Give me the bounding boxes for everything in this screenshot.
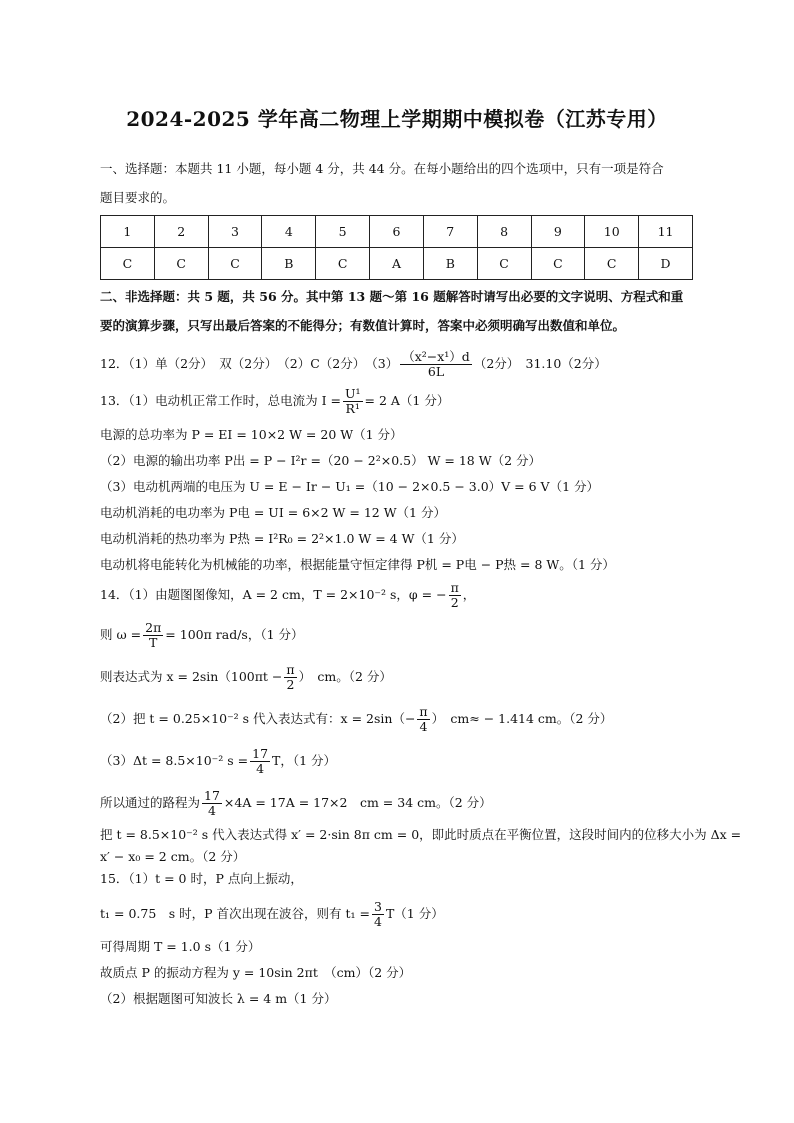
fraction-numerator: U¹ bbox=[344, 386, 361, 401]
q13-line5: 电动机消耗的电功率为 P电 = UI = 6×2 W = 12 W（1 分） bbox=[100, 505, 446, 520]
phase-fraction bbox=[449, 581, 461, 610]
q14-line4 bbox=[100, 702, 612, 736]
current-fraction bbox=[343, 387, 363, 416]
fraction-numerator: π bbox=[286, 662, 295, 677]
section2-line2: 要的演算步骤，只写出最后答案的不能得分；有数值计算时，答案中必须明确写出数值和单位。 bbox=[100, 318, 626, 333]
fraction-numerator: π bbox=[450, 580, 459, 595]
q15-line5: （2）根据题图可知波长 λ = 4 m（1 分） bbox=[100, 991, 337, 1006]
question-number-cell: 1 bbox=[101, 216, 155, 248]
q14-l1-post: ， bbox=[462, 587, 476, 602]
q14-line2 bbox=[100, 618, 304, 652]
q15-line3: 可得周期 T = 1.0 s（1 分） bbox=[100, 939, 261, 954]
q12-line bbox=[100, 347, 607, 381]
answer-cell: B bbox=[262, 248, 316, 280]
answer-cell: C bbox=[531, 248, 585, 280]
fraction-numerator: 17 bbox=[252, 746, 269, 761]
fraction-denominator: 4 bbox=[419, 719, 428, 734]
question-number-cell: 9 bbox=[531, 216, 585, 248]
answer-cell: C bbox=[208, 248, 262, 280]
q14-l4-pre: （2）把 t = 0.25×10⁻² s 代入表达式有：x = 2sin（− bbox=[100, 711, 416, 726]
page-title: 2024-2025 学年高二物理上学期期中模拟卷（江苏专用） bbox=[126, 107, 668, 131]
q13-line7: 电动机将电能转化为机械能的功率，根据能量守恒定律得 P机 = P电 − P热 = 8 W。（1 分） bbox=[100, 557, 615, 572]
question-number-cell: 10 bbox=[585, 216, 639, 248]
fraction-denominator: 4 bbox=[256, 761, 265, 776]
q14-line7: 把 t = 8.5×10⁻² s 代入表达式得 x′ = 2·sin 8π cm = 0，即此时质点在平衡位置，这段时间内的位移大小为 Δx = bbox=[100, 827, 742, 842]
q13-l1-pre: 13．（1）电动机正常工作时，总电流为 I = bbox=[100, 393, 341, 408]
q15-l2-post: T（1 分） bbox=[385, 906, 444, 921]
question-number-cell: 6 bbox=[370, 216, 424, 248]
path-fraction bbox=[202, 789, 222, 818]
fraction-numerator: 3 bbox=[374, 899, 382, 914]
q14-line5 bbox=[100, 744, 336, 778]
answer-cell: D bbox=[639, 248, 693, 280]
q14-line3 bbox=[100, 660, 392, 694]
question-number-cell: 2 bbox=[154, 216, 208, 248]
period-fraction bbox=[250, 747, 270, 776]
q14-l1-pre: 14．（1）由题图图像知，A = 2 cm，T = 2×10⁻² s，φ = − bbox=[100, 587, 447, 602]
fraction-numerator: 17 bbox=[204, 788, 220, 803]
answer-cell: C bbox=[154, 248, 208, 280]
time-fraction bbox=[372, 900, 384, 929]
q14-l5-pre: （3）Δt = 8.5×10⁻² s = bbox=[100, 753, 249, 768]
q15-line2 bbox=[100, 897, 444, 931]
q15-line4: 故质点 P 的振动方程为 y = 10sin 2πt （cm）（2 分） bbox=[100, 965, 412, 980]
q12-text-post: （2分） 31.10（2分） bbox=[473, 356, 607, 371]
omega-fraction bbox=[143, 621, 163, 650]
fraction-numerator: （x²−x¹）d bbox=[402, 349, 470, 364]
question-number-cell: 7 bbox=[423, 216, 477, 248]
fraction-numerator: 2π bbox=[145, 620, 162, 635]
section1-line1: 一、选择题：本题共 11 小题，每小题 4 分，共 44 分。在每小题给出的四个选项中，只有一项是符合 bbox=[100, 161, 664, 176]
fraction-denominator: 2 bbox=[450, 595, 459, 610]
answer-table bbox=[100, 215, 693, 280]
q13-line4: （3）电动机两端的电压为 U = E − Ir − U₁ =（10 − 2×0.5 − 3.0）V = 6 V（1 分） bbox=[100, 479, 600, 494]
question-number-cell: 5 bbox=[316, 216, 370, 248]
q14-line1 bbox=[100, 578, 475, 612]
fraction-denominator: R¹ bbox=[345, 401, 360, 416]
fraction-denominator: 2 bbox=[286, 677, 295, 692]
question-number-cell: 4 bbox=[262, 216, 316, 248]
answer-cell: C bbox=[585, 248, 639, 280]
q14-l3-pre: 则表达式为 x = 2sin（100πt − bbox=[100, 669, 283, 684]
q12-fraction bbox=[400, 350, 472, 379]
answer-table-answer-row bbox=[101, 248, 693, 280]
q15-l2-pre: t₁ = 0.75 s 时，P 首次出现在波谷，则有 t₁ = bbox=[100, 906, 371, 921]
answer-cell: C bbox=[477, 248, 531, 280]
fraction-denominator: 6L bbox=[427, 364, 445, 379]
q13-line3: （2）电源的输出功率 P出 = P − I²r =（20 − 2²×0.5） W = 18 W（2 分） bbox=[100, 453, 541, 468]
q13-line6: 电动机消耗的热功率为 P热 = I²R₀ = 2²×1.0 W = 4 W（1 分） bbox=[100, 531, 464, 546]
fraction-denominator: 4 bbox=[374, 914, 382, 929]
q14-line8: x′ − x₀ = 2 cm。（2 分） bbox=[100, 849, 246, 864]
fraction-numerator: π bbox=[419, 704, 428, 719]
q14-l4-post: ） cm≈ − 1.414 cm。（2 分） bbox=[431, 711, 613, 726]
q14-l2-pre: 则 ω = bbox=[100, 627, 142, 642]
q13-line1 bbox=[100, 384, 449, 418]
answer-cell: A bbox=[370, 248, 424, 280]
question-number-cell: 11 bbox=[639, 216, 693, 248]
section1-line2: 题目要求的。 bbox=[100, 190, 176, 205]
phase-fraction bbox=[284, 663, 296, 692]
q13-line2: 电源的总功率为 P = EI = 10×2 W = 20 W（1 分） bbox=[100, 427, 403, 442]
question-number-cell: 3 bbox=[208, 216, 262, 248]
q14-line6 bbox=[100, 786, 492, 820]
phase-fraction bbox=[417, 705, 429, 734]
q12-text-pre: 12．（1）单（2分） 双（2分） （2）C（2分） （3） bbox=[100, 356, 399, 371]
q14-l6-pre: 所以通过的路程为 bbox=[100, 795, 201, 810]
answer-cell: C bbox=[101, 248, 155, 280]
q14-l2-post: = 100π rad/s，（1 分） bbox=[165, 627, 304, 642]
q14-l5-post: T，（1 分） bbox=[272, 753, 337, 768]
q13-l1-post: = 2 A（1 分） bbox=[364, 393, 450, 408]
answer-cell: B bbox=[423, 248, 477, 280]
q14-l3-post: ） cm。（2 分） bbox=[298, 669, 392, 684]
section2-line1: 二、非选择题：共 5 题，共 56 分。其中第 13 题～第 16 题解答时请写出必要的文字说明、方程式和重 bbox=[100, 289, 684, 304]
q15-line1: 15．（1）t = 0 时，P 点向上振动， bbox=[100, 871, 303, 886]
answer-table-number-row bbox=[101, 216, 693, 248]
q14-l6-post: ×4A = 17A = 17×2 cm = 34 cm。（2 分） bbox=[223, 795, 492, 810]
question-number-cell: 8 bbox=[477, 216, 531, 248]
fraction-denominator: T bbox=[149, 635, 158, 650]
answer-cell: C bbox=[316, 248, 370, 280]
fraction-denominator: 4 bbox=[207, 803, 216, 818]
